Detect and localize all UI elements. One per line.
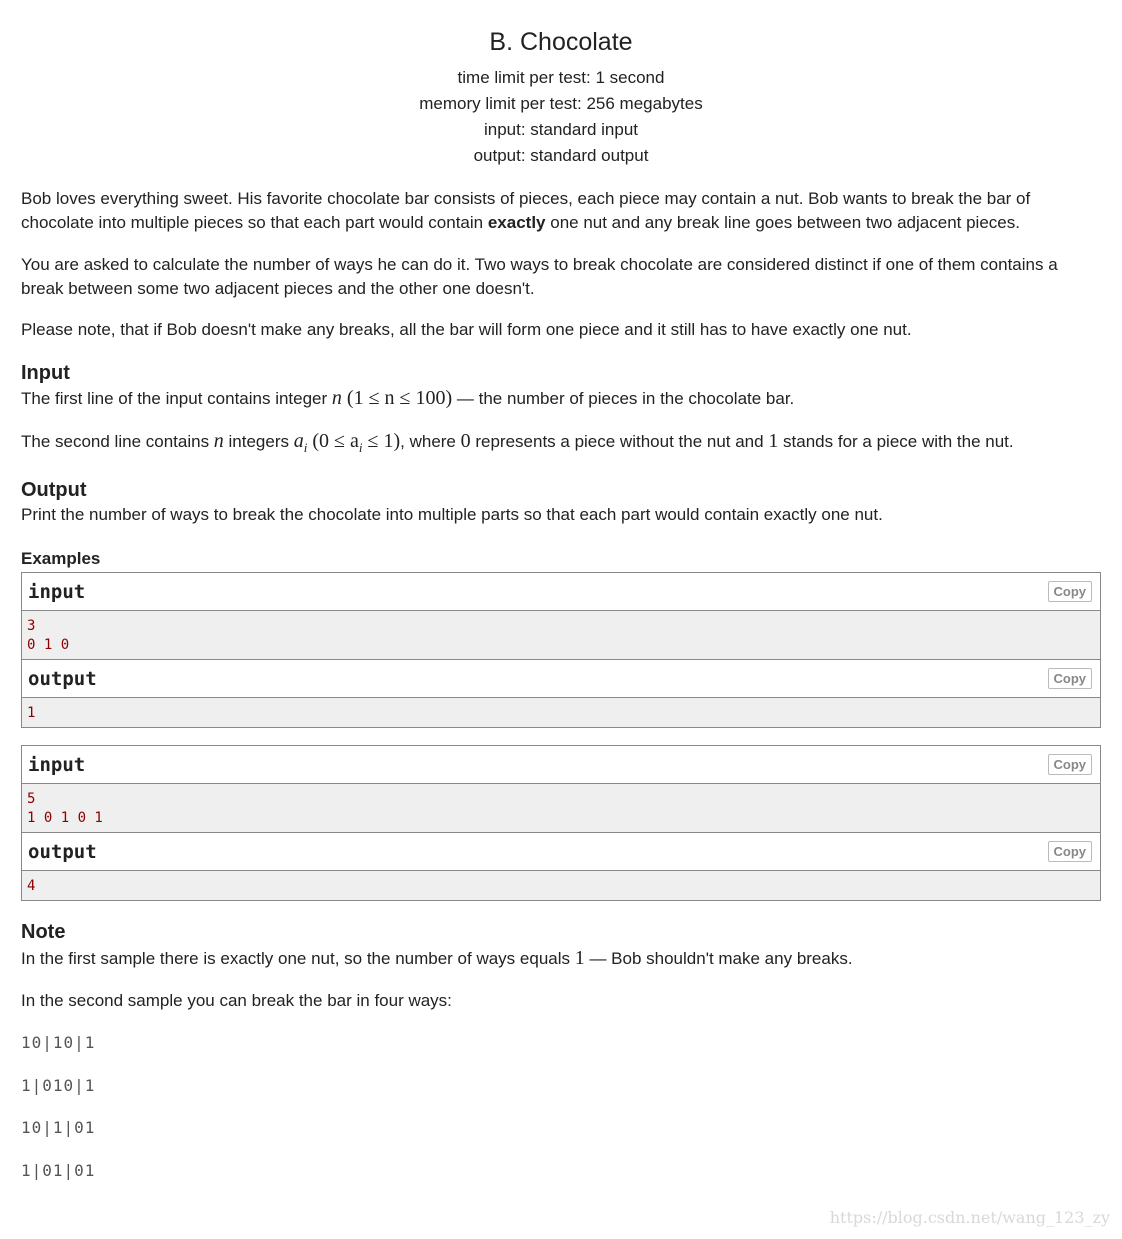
statement (21, 187, 1101, 342)
math-formula (214, 430, 224, 452)
output-section-title: Output (21, 479, 87, 501)
example-input-body (22, 611, 1100, 660)
input-label: input (28, 580, 86, 603)
math-var: n (331, 387, 342, 409)
examples-section (21, 549, 1101, 901)
math-formula (293, 430, 401, 455)
memory-limit: memory limit per test: 256 megabytes (419, 94, 703, 113)
math-sub: i (303, 440, 308, 455)
math-formula: 1 (768, 430, 779, 452)
problem-page (21, 0, 1101, 1183)
note-title: Note (21, 921, 66, 943)
math-expr: (0 ≤ a (307, 430, 359, 452)
input-line: 3 (27, 618, 36, 634)
text-span: In the first sample there is exactly one nut, so the number of ways equals (21, 949, 575, 968)
text-span: Bob loves everything sweet. His favorite chocolate bar consists of pieces, each piece may contain a nut. Bob wants to break the bar of chocolate into multiple pieces so that each part would contain (21, 189, 1031, 232)
math-formula (332, 387, 452, 409)
note-section (21, 920, 1101, 1183)
math-formula: 0 (460, 430, 471, 452)
input-line: 0 1 0 (27, 637, 70, 653)
break-way-2: 1|010|1 (21, 1076, 96, 1095)
example-output-header (22, 660, 1100, 698)
example-input-body (22, 784, 1100, 833)
text-span: — the number of pieces in the chocolate bar. (452, 389, 795, 408)
input-line-1 (21, 386, 1101, 411)
math-var: a (293, 430, 304, 452)
examples-title: Examples (21, 549, 101, 568)
note-paragraph-2: In the second sample you can break the bar in four ways: (21, 991, 452, 1010)
break-way-4: 1|01|01 (21, 1161, 96, 1180)
example-output-body (22, 871, 1100, 900)
break-way-3: 10|1|01 (21, 1118, 96, 1137)
time-limit: time limit per test: 1 second (457, 68, 665, 87)
input-file: input: standard input (483, 120, 639, 139)
input-line: 5 (27, 791, 36, 807)
copy-button[interactable]: Copy (1048, 754, 1093, 775)
break-way-1: 10|10|1 (21, 1033, 96, 1052)
output-text: Print the number of ways to break the chocolate into multiple parts so that each part would contain exactly one nut. (21, 505, 883, 524)
output-line: 4 (27, 878, 36, 894)
problem-limits (21, 65, 1101, 169)
example-input-header (22, 573, 1100, 611)
statement-paragraph-2: You are asked to calculate the number of ways he can do it. Two ways to break chocolate are considered distinct if one of them contains a break between some two adjacent pieces and the other one doesn't. (21, 255, 1058, 298)
bold-text: exactly (487, 213, 546, 232)
input-specification (21, 361, 1101, 460)
output-label: output (28, 840, 97, 863)
watermark: https://blog.csdn.net/wang_123_zy (829, 1208, 1110, 1227)
text-span: stands for a piece with the nut. (778, 432, 1014, 451)
input-label: input (28, 753, 86, 776)
copy-button[interactable]: Copy (1048, 581, 1093, 602)
text-span: one nut and any break line goes between two adjacent pieces. (545, 213, 1020, 232)
text-span: integers (223, 432, 294, 451)
text-span: The second line contains (21, 432, 214, 451)
example-input-header (22, 746, 1100, 784)
output-specification (21, 478, 1101, 527)
problem-title: B. Chocolate (489, 28, 633, 56)
input-line-2 (21, 429, 1101, 460)
statement-paragraph-3: Please note, that if Bob doesn't make any breaks, all the bar will form one piece and it still has to have exactly one nut. (21, 320, 912, 339)
output-line: 1 (27, 705, 36, 721)
example-output-body (22, 698, 1100, 727)
text-span: The first line of the input contains integer (21, 389, 332, 408)
statement-paragraph-1 (21, 187, 1101, 235)
output-file: output: standard output (473, 146, 649, 165)
math-expr: ≤ 1) (362, 430, 401, 452)
input-section-title: Input (21, 362, 70, 384)
example-output-header (22, 833, 1100, 871)
note-paragraph-1 (21, 946, 1101, 971)
example-1 (21, 572, 1101, 728)
copy-button[interactable]: Copy (1048, 841, 1093, 862)
output-label: output (28, 667, 97, 690)
math-var: n (213, 430, 224, 452)
math-sub: i (358, 440, 363, 455)
text-span: , where (400, 432, 461, 451)
example-2 (21, 745, 1101, 901)
math-formula: 1 (574, 947, 585, 969)
input-line: 1 0 1 0 1 (27, 810, 103, 826)
text-span: represents a piece without the nut and (470, 432, 769, 451)
copy-button[interactable]: Copy (1048, 668, 1093, 689)
text-span: — Bob shouldn't make any breaks. (584, 949, 853, 968)
math-expr: (1 ≤ n ≤ 100) (341, 387, 453, 409)
